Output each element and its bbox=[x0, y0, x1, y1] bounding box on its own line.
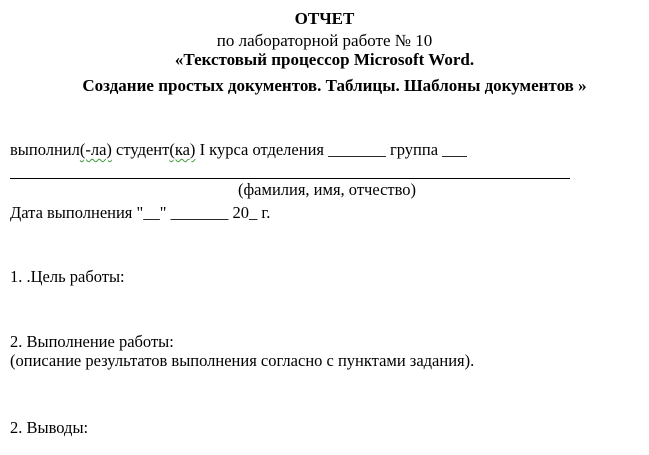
report-subtitle: по лабораторной работе № 10 bbox=[216, 31, 433, 50]
report-topic-line-1: «Текстовый процессор Microsoft Word. bbox=[174, 50, 475, 69]
student-info-text-2: студент bbox=[111, 140, 170, 159]
section-execution-title: 2. Выполнение работы: bbox=[10, 332, 174, 351]
fio-caption: (фамилия, имя, отчество) bbox=[238, 180, 417, 199]
report-title: ОТЧЕТ bbox=[294, 9, 355, 28]
section-execution-description: (описание результатов выполнения согласно с пунктами задания). bbox=[10, 351, 475, 370]
section-goal: 1. .Цель работы: bbox=[10, 267, 125, 286]
spellcheck-underlined-text-1: (-ла) bbox=[79, 140, 112, 159]
spellcheck-underlined-text-2: (ка) bbox=[169, 140, 196, 159]
report-topic-line-2: Создание простых документов. Таблицы. Шаблоны документов » bbox=[82, 76, 587, 95]
student-info-text-3: I курса отделения _______ группа ___ bbox=[195, 140, 467, 159]
section-conclusions: 2. Выводы: bbox=[10, 418, 89, 437]
student-info-line bbox=[10, 140, 467, 160]
completion-date-line: Дата выполнения "__" _______ 20_ г. bbox=[10, 203, 271, 222]
student-info-text-1: выполнил bbox=[10, 140, 80, 159]
name-fill-line bbox=[10, 178, 570, 179]
